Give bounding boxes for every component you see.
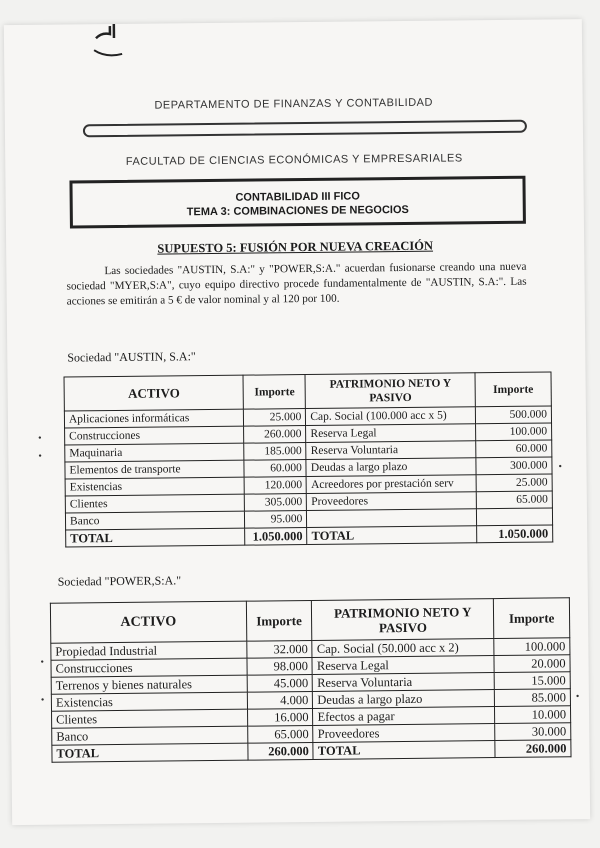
cell: Elementos de transporte <box>65 460 245 479</box>
course-title: CONTABILIDAD III FICO <box>235 190 360 204</box>
cell: 305.000 <box>245 494 307 512</box>
header-cell: ACTIVO <box>64 375 244 411</box>
cell: 120.000 <box>244 477 306 495</box>
cell <box>307 509 477 528</box>
cell: Deudas a largo plazo <box>313 690 495 709</box>
header-cell: ACTIVO <box>50 601 246 643</box>
cell: Banco <box>52 726 248 745</box>
table-header-row <box>50 598 569 643</box>
cell: Construcciones <box>51 658 247 677</box>
cell: 65.000 <box>476 491 552 509</box>
cell: Cap. Social (50.000 acc x 2) <box>312 639 494 658</box>
header-divider <box>83 120 527 138</box>
cell: Construcciones <box>65 426 245 445</box>
cell: 260.000 <box>247 742 313 760</box>
cell: 60.000 <box>476 440 552 458</box>
austin-balance-table <box>64 371 554 547</box>
exercise-statement: Las sociedades "AUSTIN, S.A:" y "POWER,S:A." acuerdan fusionarse creando una nueva sociedad "MYER,S:A", cuyo equipo directivo procede fundamentalmente de "AUSTIN, S.A:". Las acciones se emitirán a 5 € de valor nominal y al 120 por 100. <box>66 260 527 308</box>
pen-dot-icon: • <box>38 432 42 444</box>
cell: Proveedores <box>313 724 495 743</box>
cell: Reserva Legal <box>312 656 494 675</box>
header-cell: PATRIMONIO NETO Y PASIVO <box>305 373 475 409</box>
cell: 500.000 <box>476 406 552 424</box>
cell: 1.050.000 <box>477 525 553 543</box>
cell: Deudas a largo plazo <box>306 458 476 477</box>
cell: Existencias <box>51 692 247 711</box>
course-title-box <box>69 176 525 229</box>
cell: 60.000 <box>244 460 306 478</box>
cell: Banco <box>65 511 245 530</box>
power-label: Sociedad "POWER,S:A." <box>57 573 182 589</box>
cell: TOTAL <box>66 528 246 547</box>
cell <box>477 508 553 526</box>
cell: 98.000 <box>247 657 313 675</box>
cell: 45.000 <box>247 674 313 692</box>
pen-dot-icon: • <box>575 691 580 703</box>
cell: 25.000 <box>476 474 552 492</box>
header-cell: Importe <box>475 372 551 407</box>
cell: TOTAL <box>313 741 495 760</box>
cell: 185.000 <box>244 443 306 461</box>
cell: 32.000 <box>246 640 312 658</box>
cell: Efectos a pagar <box>313 707 495 726</box>
cell: 260.000 <box>495 740 571 758</box>
austin-label: Sociedad "AUSTIN, S.A:" <box>67 349 196 365</box>
pen-dot-icon: • <box>38 450 42 462</box>
header-cell: Importe <box>494 598 570 639</box>
cell: 65.000 <box>247 725 313 743</box>
cell: 100.000 <box>476 423 552 441</box>
power-balance-table <box>50 597 572 762</box>
cell: TOTAL <box>307 526 477 545</box>
cell: 4.000 <box>247 691 313 709</box>
header-cell: Importe <box>243 375 305 410</box>
cell: Reserva Voluntaria <box>313 673 495 692</box>
cell: 100.000 <box>494 638 570 656</box>
cell: 260.000 <box>244 426 306 444</box>
cell: Clientes <box>65 494 245 513</box>
header-cell: Importe <box>246 600 312 641</box>
cell: 95.000 <box>245 511 307 529</box>
pen-dot-icon: • <box>40 656 45 668</box>
table-header-row <box>64 372 551 411</box>
exercise-heading: SUPUESTO 5: FUSIÓN POR NUEVA CREACIÓN <box>157 238 434 256</box>
cell: Maquinaria <box>65 443 245 462</box>
cell: 1.050.000 <box>245 528 307 546</box>
cell: TOTAL <box>52 743 248 762</box>
cell: Cap. Social (100.000 acc x 5) <box>306 407 476 426</box>
university-logo <box>92 24 152 65</box>
department-name: DEPARTAMENTO DE FINANZAS Y CONTABILIDAD <box>154 96 433 112</box>
cell: Terrenos y bienes naturales <box>51 675 247 694</box>
cell: 85.000 <box>494 689 570 707</box>
cell: 25.000 <box>244 409 306 427</box>
cell: Reserva Legal <box>306 424 476 443</box>
cell: 30.000 <box>495 723 571 741</box>
cell: 20.000 <box>494 655 570 673</box>
cell: Reserva Voluntaria <box>306 441 476 460</box>
cell: Clientes <box>52 709 248 728</box>
topic-title: TEMA 3: COMBINACIONES DE NEGOCIOS <box>186 203 409 219</box>
cell: Existencias <box>65 477 245 496</box>
cell: Aplicaciones informáticas <box>64 409 244 428</box>
cell: 15.000 <box>494 672 570 690</box>
pen-dot-icon: • <box>40 694 45 706</box>
cell: 300.000 <box>476 457 552 475</box>
cell: 16.000 <box>247 708 313 726</box>
document-page <box>4 19 590 825</box>
pen-dot-icon: • <box>558 461 563 473</box>
cell: Propiedad Industrial <box>51 641 247 660</box>
cell: 10.000 <box>495 706 571 724</box>
cell: Acreedores por prestación serv <box>306 475 476 494</box>
faculty-name: FACULTAD DE CIENCIAS ECONÓMICAS Y EMPRESARIALES <box>125 152 463 168</box>
header-cell: PATRIMONIO NETO Y PASIVO <box>312 599 494 641</box>
cell: Proveedores <box>307 492 477 511</box>
